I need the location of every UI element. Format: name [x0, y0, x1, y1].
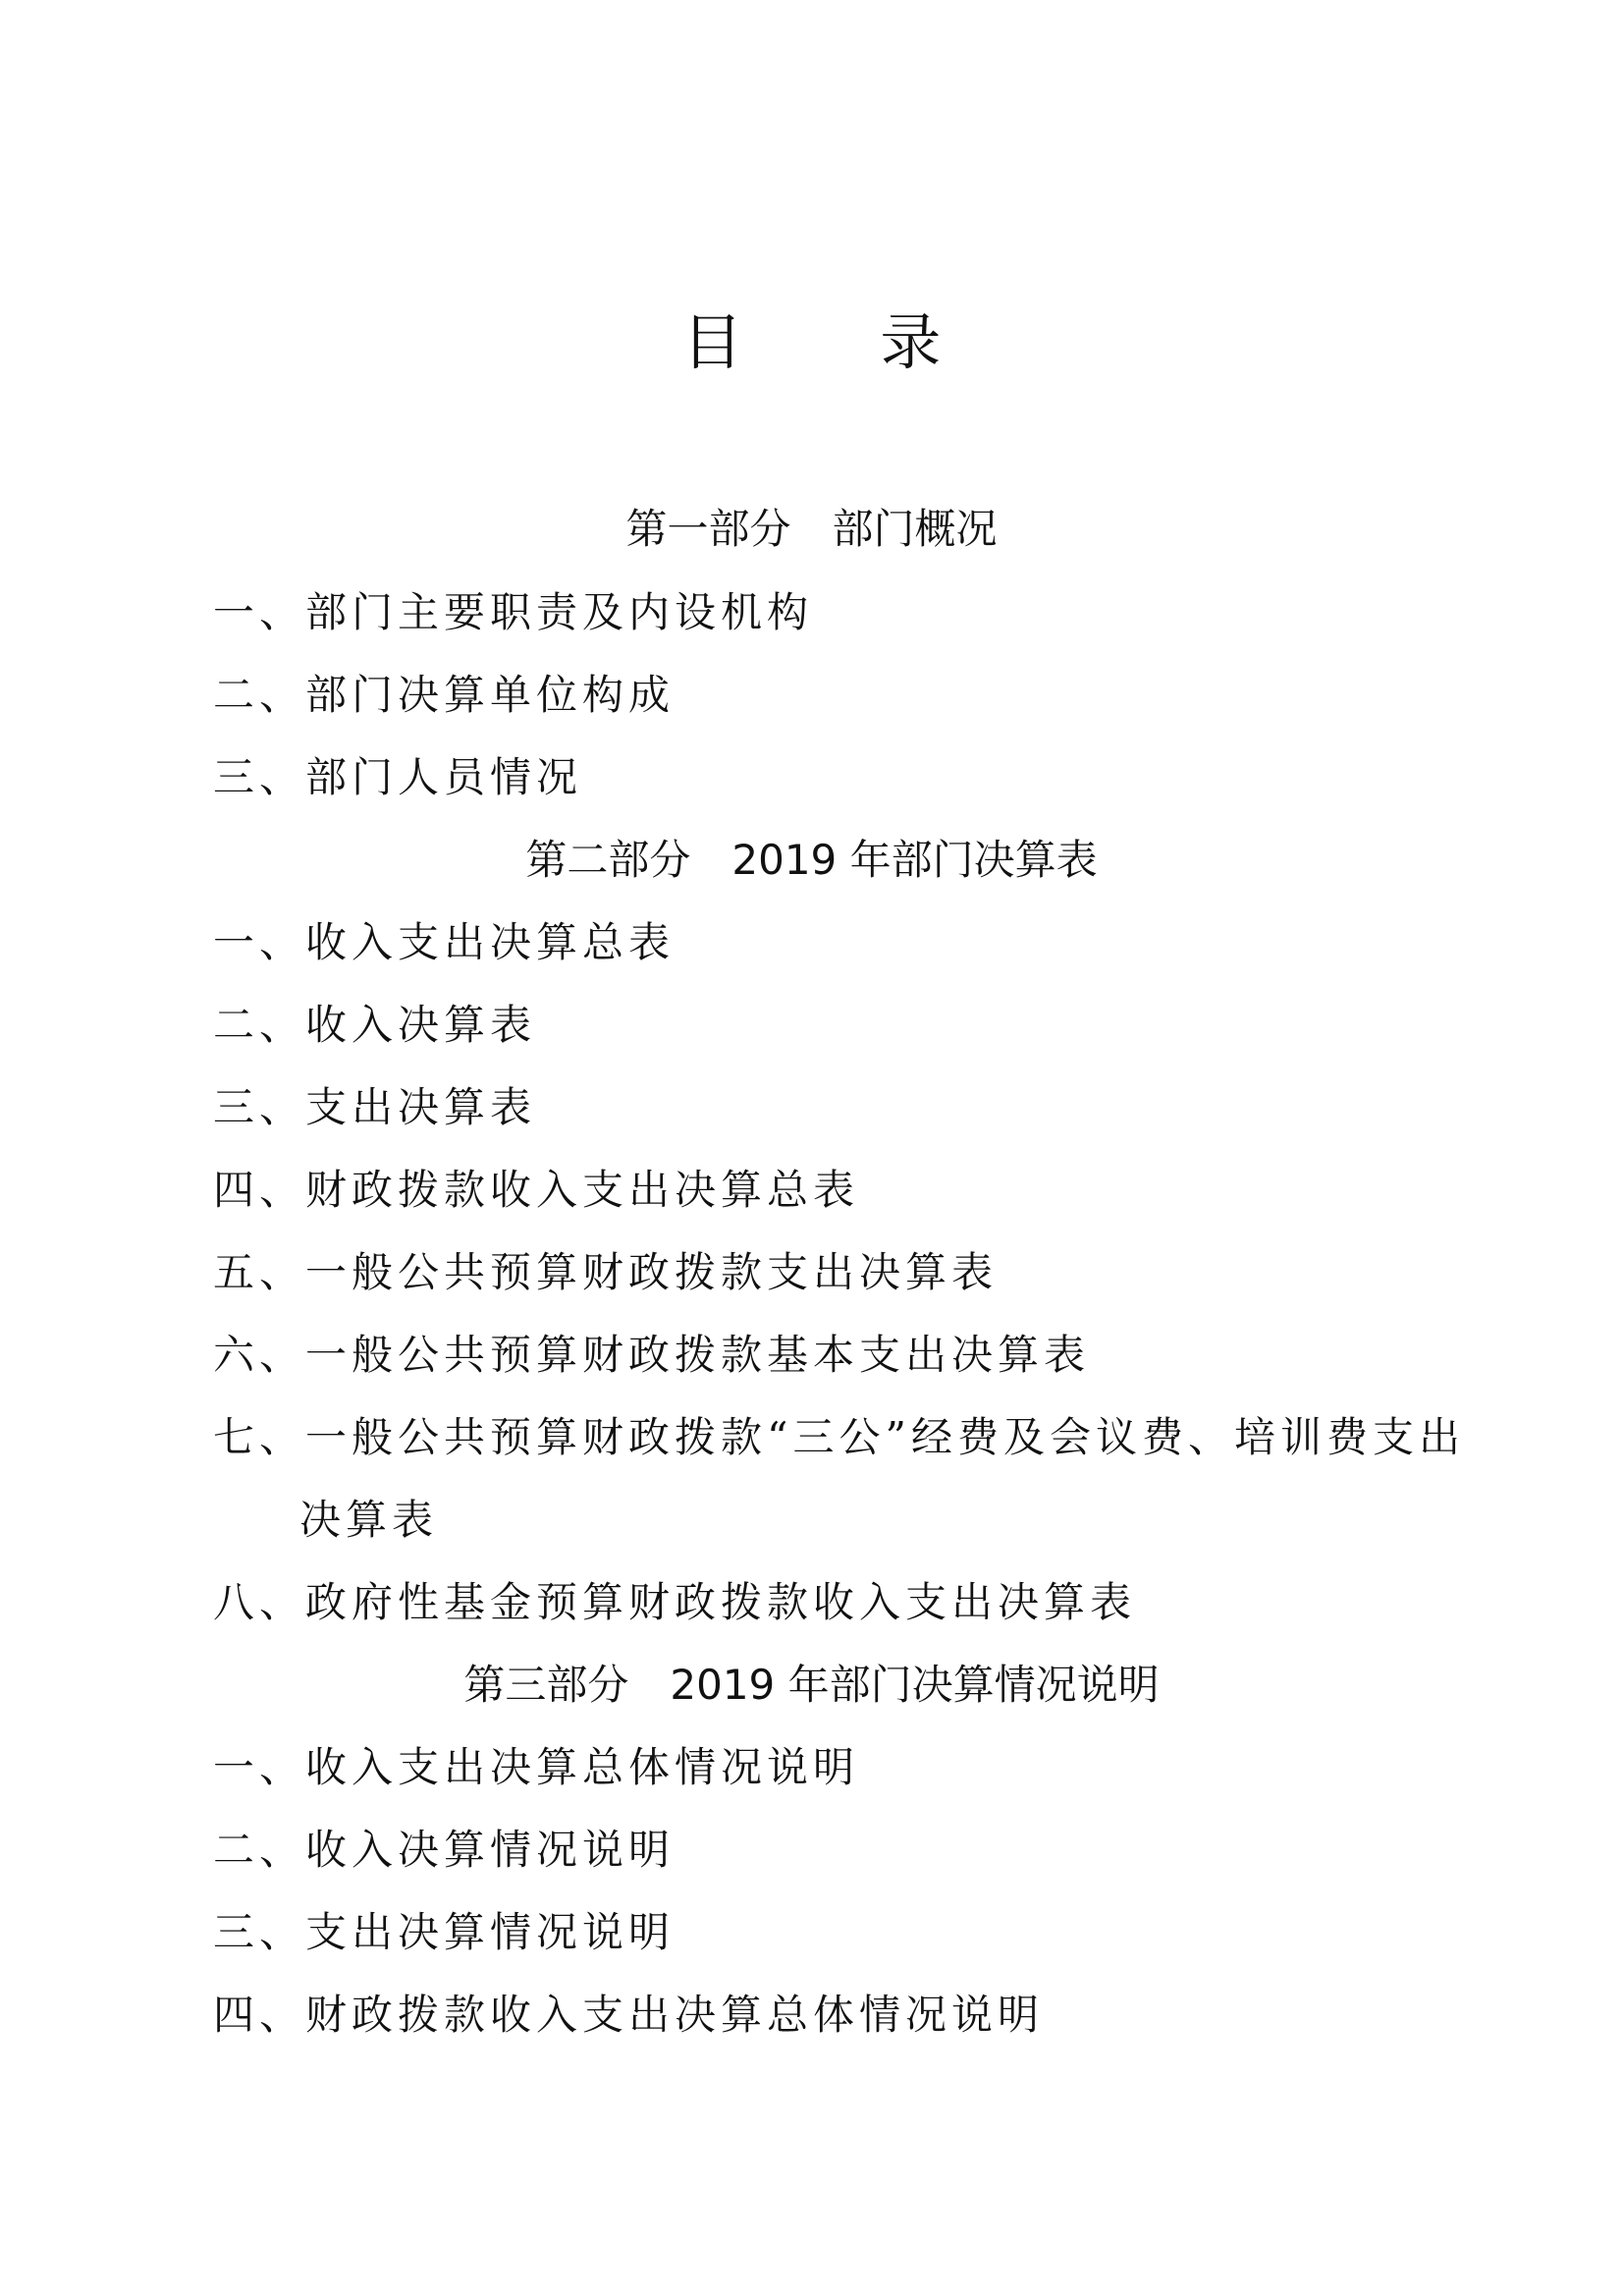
- toc-item-2-6: 六、一般公共预算财政拨款基本支出决算表: [213, 1331, 1091, 1379]
- toc-item-2-5: 五、一般公共预算财政拨款支出决算表: [213, 1248, 999, 1296]
- toc-item-2-4: 四、财政拨款收入支出决算总表: [213, 1166, 860, 1214]
- toc-item-3-3: 三、支出决算情况说明: [213, 1908, 676, 1956]
- toc-item-2-8: 八、政府性基金预算财政拨款收入支出决算表: [213, 1578, 1137, 1626]
- toc-item-1-2: 二、部门决算单位构成: [213, 671, 676, 719]
- part-2-heading: 第二部分 2019 年部门决算表: [525, 836, 1098, 884]
- page-title: 目 录: [681, 306, 1001, 378]
- part-3-heading: 第三部分 2019 年部门决算情况说明: [463, 1661, 1160, 1709]
- toc-item-2-7-continuation: 决算表: [299, 1496, 439, 1544]
- part-1-heading: 第一部分 部门概况: [625, 505, 998, 553]
- toc-item-3-4: 四、财政拨款收入支出决算总体情况说明: [213, 1991, 1045, 2039]
- toc-item-2-3: 三、支出决算表: [213, 1083, 537, 1131]
- toc-item-3-2: 二、收入决算情况说明: [213, 1826, 676, 1874]
- toc-item-1-1: 一、部门主要职责及内设机构: [213, 588, 814, 636]
- toc-item-2-7: 七、一般公共预算财政拨款“三公”经费及会议费、培训费支出: [213, 1413, 1465, 1461]
- toc-item-1-3: 三、部门人员情况: [213, 753, 583, 801]
- toc-item-2-2: 二、收入决算表: [213, 1001, 537, 1049]
- toc-item-3-1: 一、收入支出决算总体情况说明: [213, 1743, 860, 1791]
- toc-item-2-1: 一、收入支出决算总表: [213, 918, 676, 966]
